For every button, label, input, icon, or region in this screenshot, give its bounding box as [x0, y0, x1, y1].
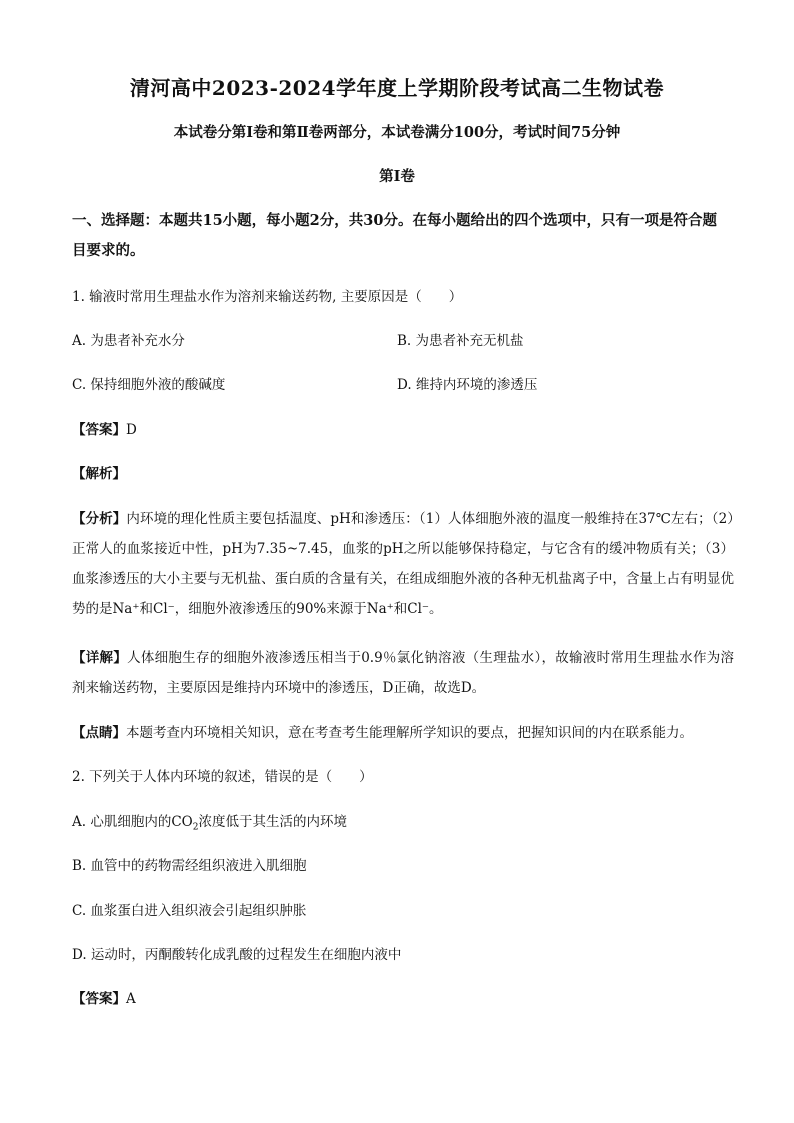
q1-xiangjie: [72, 643, 734, 703]
q1-dianjing: [72, 718, 734, 748]
answer-tag: 【答案】: [72, 422, 126, 438]
q1-option-a: A. 为患者补充水分: [72, 333, 185, 349]
q1-option-b: B. 为患者补充无机盐: [397, 333, 524, 349]
xiangjie-tag: 【详解】: [72, 650, 128, 666]
q2-stem: 2. 下列关于人体内环境的叙述，错误的是（ ）: [72, 769, 373, 785]
answer-value: D: [126, 422, 137, 438]
q2-option-a-sub: 2: [192, 822, 199, 833]
q2-option-c: C. 血浆蛋白进入组织液会引起组织肿胀: [72, 903, 307, 919]
volume-heading: 第Ⅰ卷: [379, 168, 415, 185]
fenxi-tag: 【分析】: [72, 511, 127, 527]
q2-option-d: D. 运动时，丙酮酸转化成乳酸的过程发生在细胞内液中: [72, 947, 402, 963]
exam-subtitle: 本试卷分第Ⅰ卷和第Ⅱ卷两部分，本试卷满分100分，考试时间75分钟: [173, 124, 621, 141]
q1-analysis-label: [72, 464, 732, 484]
q1-option-c: C. 保持细胞外液的酸碱度: [72, 377, 226, 393]
analysis-tag: 【解析】: [72, 466, 126, 482]
q2-option-a-suffix: 浓度低于其生活的内环境: [198, 814, 347, 830]
fenxi-text: 内环境的理化性质主要包括温度、pH和渗透压：（1）人体细胞外液的温度一般维持在37℃左右；（2）正常人的血浆接近中性，pH为7.35~7.45，血浆的pH之所以能够保持稳定，与它含有的缓冲物质有关；（3）血浆渗透压的大小主要与无机盐、蛋白质的含量有关，在组成细胞外液的各种无机盐离子中，含量上占有明显优势的是Na⁺和Cl⁻，细胞外液渗透压的90%来源于Na⁺和Cl⁻。: [72, 511, 735, 617]
dianjing-text: 本题考查内环境相关知识，意在考查考生能理解所学知识的要点，把握知识间的内在联系能力。: [126, 725, 693, 741]
q2-answer: [72, 989, 732, 1009]
dianjing-tag: 【点睛】: [72, 725, 126, 741]
q2-option-a-prefix: A. 心肌细胞内的CO: [72, 814, 193, 830]
exam-title: 清河高中2023-2024学年度上学期阶段考试高二生物试卷: [129, 76, 665, 100]
q2-option-a: [72, 812, 732, 838]
q1-fenxi: [72, 504, 734, 624]
q1-stem: 1. 输液时常用生理盐水作为溶剂来输送药物, 主要原因是（ ）: [72, 289, 463, 305]
section-heading: 一、选择题：本题共15小题，每小题2分，共30分。在每小题给出的四个选项中，只有一项是符合题目要求的。: [72, 212, 717, 259]
answer-value: A: [126, 991, 136, 1007]
answer-tag: 【答案】: [72, 991, 126, 1007]
q1-option-d: D. 维持内环境的渗透压: [397, 377, 538, 393]
xiangjie-text: 人体细胞生存的细胞外液渗透压相当于0.9％氯化钠溶液（生理盐水），故输液时常用生理盐水作为溶剂来输送药物，主要原因是维持内环境中的渗透压，D正确，故选D。: [72, 650, 735, 696]
q1-answer: [72, 420, 732, 440]
q2-option-b: B. 血管中的药物需经组织液进入肌细胞: [72, 858, 307, 874]
